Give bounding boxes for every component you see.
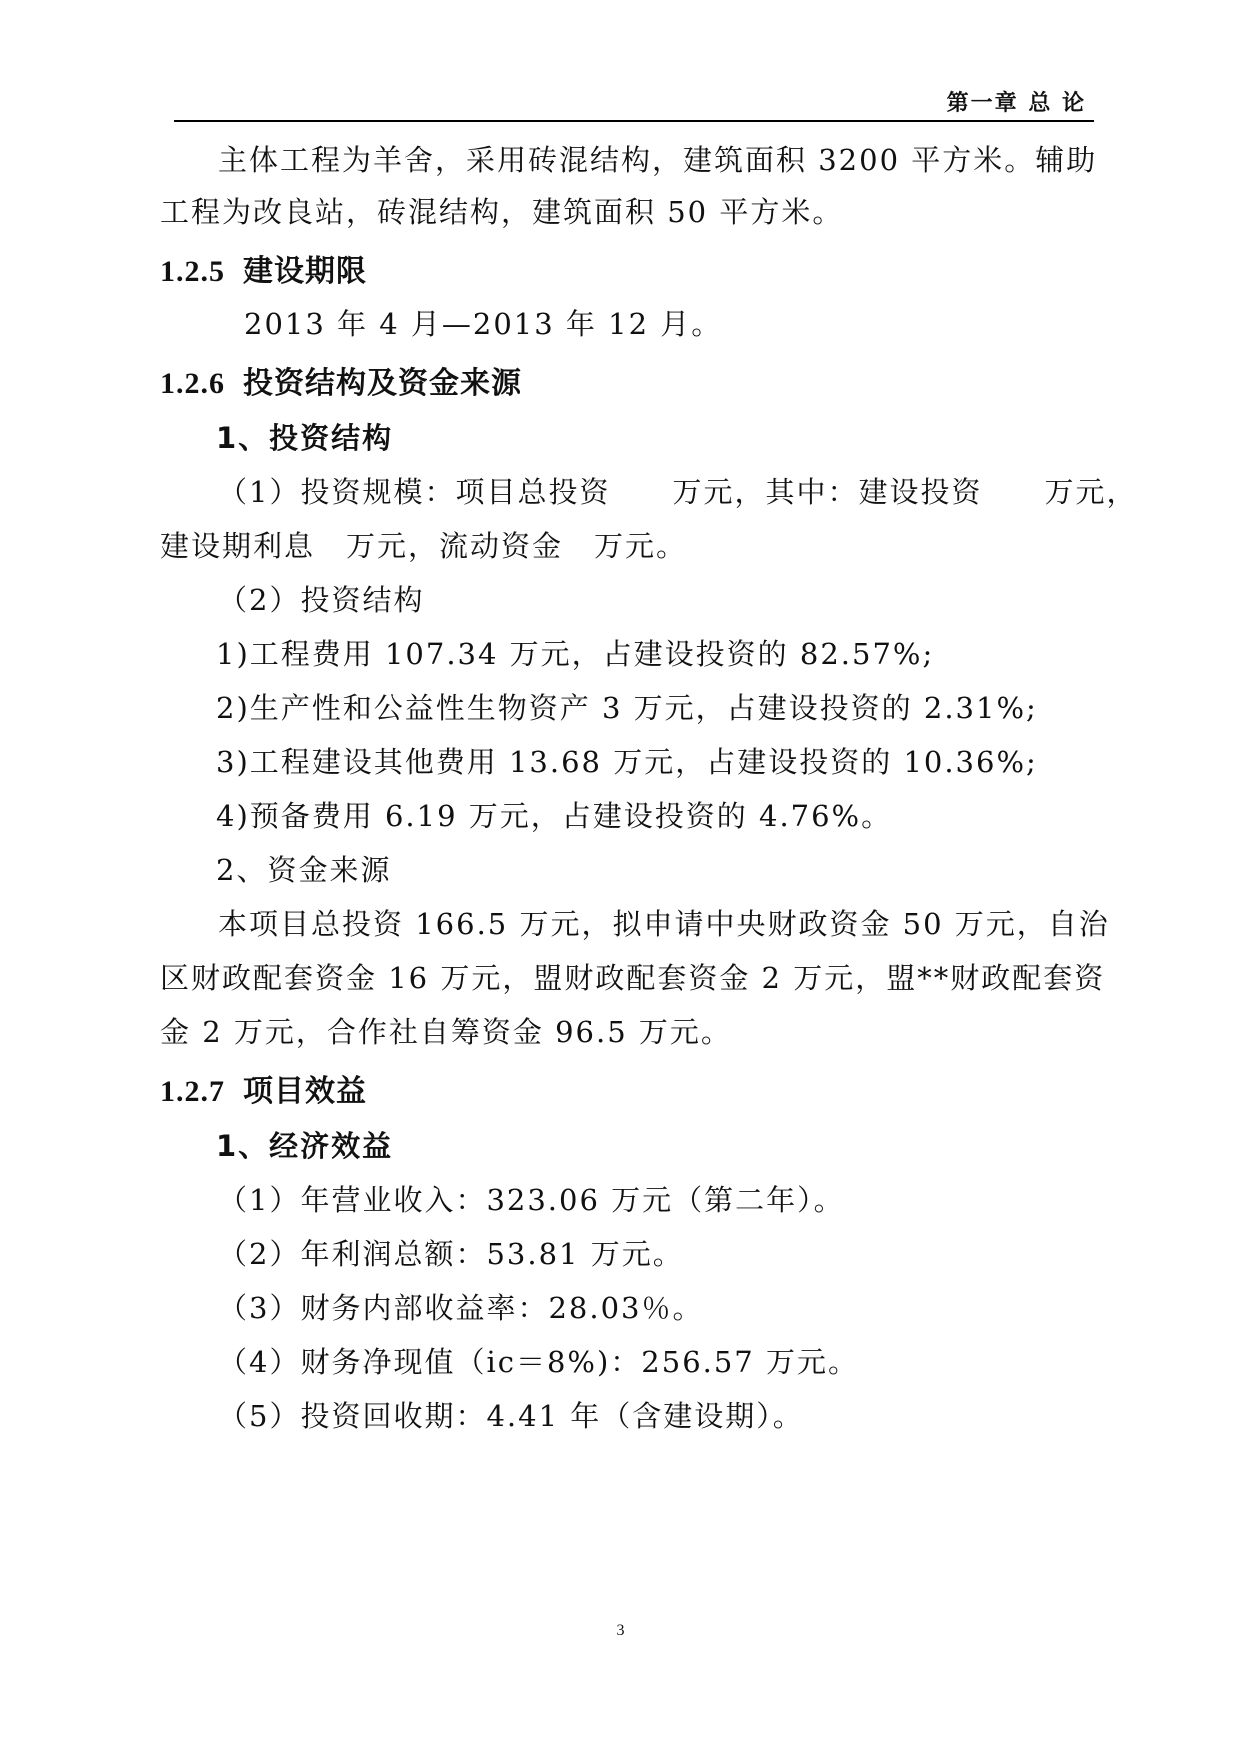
section-heading-1-2-5 [160, 246, 367, 290]
paragraph-line: 工程为改良站，砖混结构，建筑面积 50 平方米。 [160, 195, 844, 229]
paragraph-line: 本项目总投资 166.5 万元，拟申请中央财政资金 50 万元，自治 [218, 907, 1110, 941]
page-number: 3 [616, 1622, 625, 1639]
chapter-title: 第一章 总 论 [946, 91, 1086, 116]
section-number: 1.2.5 [160, 255, 225, 288]
paragraph-line: 主体工程为羊舍，采用砖混结构，建筑面积 3200 平方米。辅助 [218, 143, 1098, 177]
subsection-title: 1、投资结构 [216, 421, 394, 455]
page-header [174, 82, 1094, 122]
list-item: 4)预备费用 6.19 万元，占建设投资的 4.76%。 [216, 799, 893, 833]
subsection-title: 2、资金来源 [216, 853, 392, 887]
construction-period: 2013 年 4 月—2013 年 12 月。 [244, 307, 723, 341]
list-item: 2)生产性和公益性生物资产 3 万元，占建设投资的 2.31%; [216, 691, 1038, 725]
list-item: 3)工程建设其他费用 13.68 万元，占建设投资的 10.36%; [216, 745, 1038, 779]
section-number: 1.2.7 [160, 1075, 225, 1108]
section-heading-1-2-6 [160, 358, 522, 402]
section-title: 建设期限 [243, 254, 367, 289]
paragraph-line: （2）投资结构 [218, 583, 425, 617]
list-item: （5）投资回收期：4.41 年（含建设期）。 [218, 1399, 804, 1433]
list-item: （1）年营业收入：323.06 万元（第二年）。 [218, 1183, 845, 1217]
paragraph-line: 金 2 万元，合作社自筹资金 96.5 万元。 [160, 1015, 732, 1049]
paragraph-line: 区财政配套资金 16 万元，盟财政配套资金 2 万元，盟**财政配套资 [160, 961, 1106, 995]
paragraph-line: 建设期利息 万元，流动资金 万元。 [160, 529, 688, 563]
section-title: 投资结构及资金来源 [243, 366, 522, 401]
section-number: 1.2.6 [160, 367, 225, 400]
section-heading-1-2-7 [160, 1066, 367, 1110]
section-title: 项目效益 [243, 1074, 367, 1109]
subsection-title: 1、经济效益 [216, 1129, 394, 1163]
list-item: （3）财务内部收益率：28.03％。 [218, 1291, 704, 1325]
paragraph-line: （1）投资规模：项目总投资 万元，其中：建设投资 万元， [218, 475, 1138, 509]
list-item: 1)工程费用 107.34 万元，占建设投资的 82.57%; [216, 637, 935, 671]
list-item: （2）年利润总额：53.81 万元。 [218, 1237, 684, 1271]
list-item: （4）财务净现值（ic＝8%)：256.57 万元。 [218, 1345, 859, 1379]
